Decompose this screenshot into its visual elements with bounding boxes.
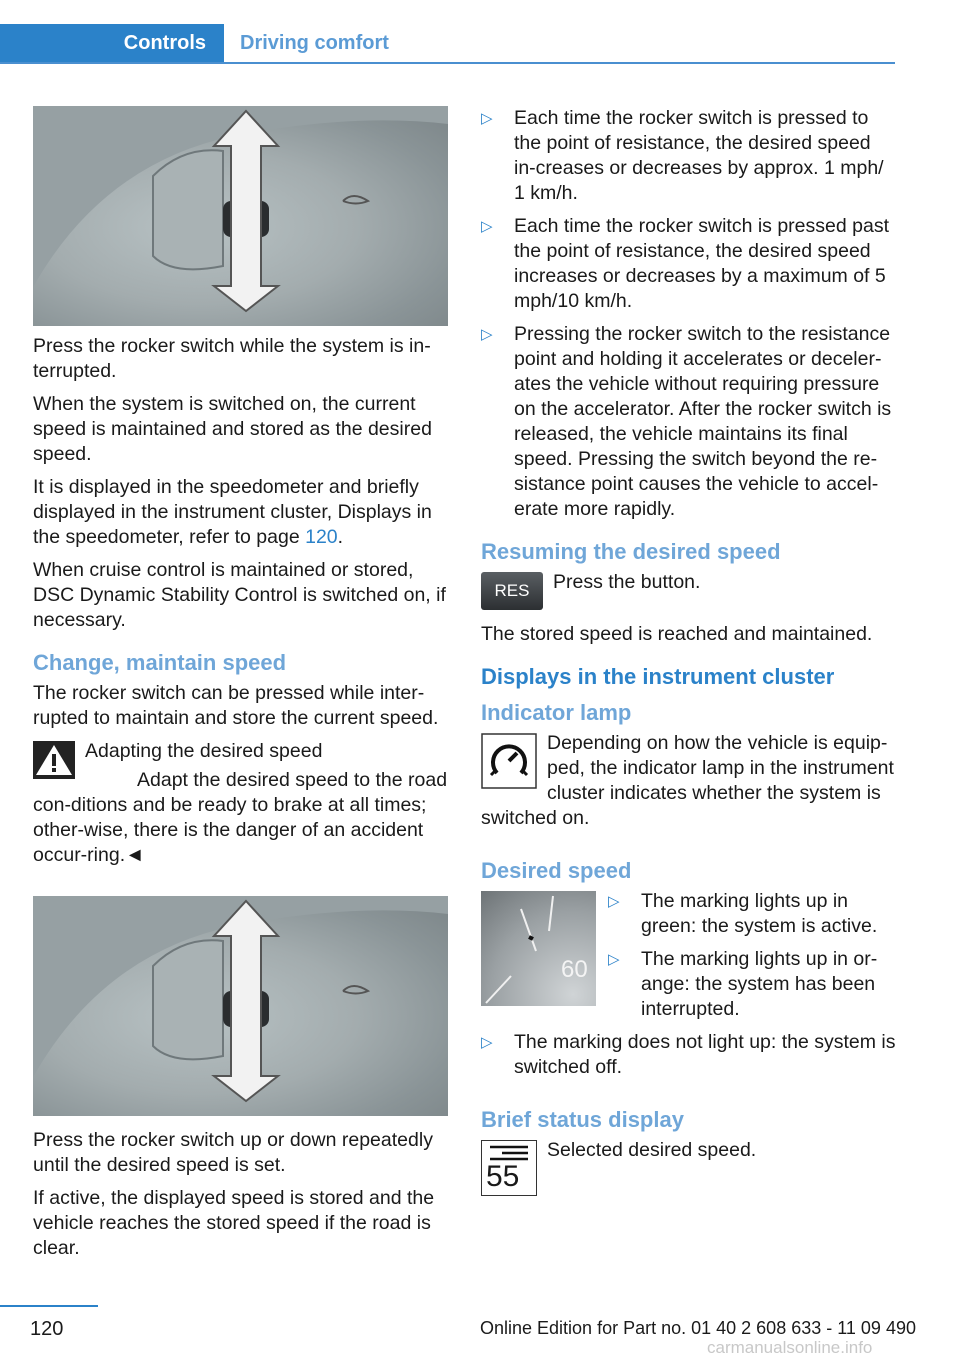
watermark: carmanualsonline.info — [707, 1338, 873, 1357]
section-heading: Displays in the instrument cluster — [481, 664, 835, 689]
paragraph: Press the rocker switch while the system is in-terrupted. — [33, 335, 431, 382]
left-column — [33, 106, 448, 1269]
warning-icon — [33, 741, 75, 779]
brief-status-row — [481, 1138, 896, 1200]
list-item: ▷ The marking lights up in green: the system is active. — [608, 890, 878, 937]
section-heading: Brief status display — [481, 1107, 684, 1132]
page-header — [0, 24, 895, 64]
paragraph: When the system is switched on, the current speed is maintained and stored as the desired speed. — [33, 393, 432, 465]
warning-text: Adapt the desired speed to the road con-ditions and be ready to brake at all times; other-wise, there is the danger of an accident occur-ring.◄ — [33, 769, 448, 866]
desired-speed-row — [481, 889, 896, 1030]
paragraph: Selected desired speed. — [547, 1139, 757, 1161]
paragraph: It is displayed in the speedometer and briefly displayed in the instrument cluster, Displays in the speedometer, refer to page 120. — [33, 476, 432, 548]
list-item: ▷ Pressing the rocker switch to the resistance point and holding it accelerates or deceler-ates the vehicle without requiring pressure on the accelerator. After the rocker switch is released, the vehicle maintains its final speed. Pressing the switch beyond the re-sistance point causes the vehicle to accel-erate more rapidly. — [481, 323, 892, 520]
res-button-row — [481, 570, 896, 614]
steering-wheel-rocker-image-2 — [33, 896, 448, 1116]
edition-text: Online Edition for Part no. 01 40 2 608 633 - 11 09 490 — [480, 1318, 916, 1338]
paragraph: The rocker switch can be pressed while inter-rupted to maintain and store the current speed. — [33, 682, 439, 729]
paragraph: Depending on how the vehicle is equip-ped, the indicator lamp in the instrument cluster indicates whether the system is switched on. — [481, 732, 894, 829]
list-item: ▷ The marking does not light up: the system is switched off. — [481, 1031, 896, 1078]
section-heading: Indicator lamp — [481, 700, 632, 725]
paragraph: The stored speed is reached and maintained. — [481, 623, 873, 645]
page-link[interactable]: 120 — [305, 526, 338, 548]
steering-wheel-rocker-image-1 — [33, 106, 448, 326]
right-column — [481, 106, 896, 1200]
section-heading: Change, maintain speed — [33, 650, 287, 675]
chapter-tab[interactable]: Driving comfort — [240, 32, 389, 54]
list-item: ▷ Each time the rocker switch is pressed past the point of resistance, the desired speed increases or decreases by a maximum of 5 mph/10 km/h. — [481, 215, 889, 312]
list-item: ▷ The marking lights up in or-ange: the system has been interrupted. — [608, 948, 878, 1020]
cruise-control-indicator-icon — [481, 733, 537, 789]
section-tab[interactable]: Controls — [0, 24, 224, 62]
res-button-icon: RES — [481, 572, 543, 610]
paragraph: Press the button. — [553, 571, 701, 593]
indicator-row — [481, 731, 896, 831]
speedometer-gauge-image — [481, 891, 596, 1006]
footer-rule — [0, 1305, 98, 1307]
page-number: 120 — [30, 1318, 64, 1340]
list-item: ▷ Each time the rocker switch is pressed to the point of resistance, the desired speed in-creases or decreases by approx. 1 mph/ 1 km/h. — [481, 107, 884, 204]
section-heading: Resuming the desired speed — [481, 539, 781, 564]
brief-status-speed-icon — [481, 1140, 537, 1196]
warning-note — [33, 739, 448, 868]
section-heading: Desired speed — [481, 858, 632, 883]
paragraph: When cruise control is maintained or stored, DSC Dynamic Stability Control is switched on, if necessary. — [33, 559, 446, 631]
paragraph: Press the rocker switch up or down repeatedly until the desired speed is set. — [33, 1129, 433, 1176]
brief-speed-number: 55 — [486, 1160, 520, 1193]
warning-title: Adapting the desired speed — [85, 740, 323, 762]
gauge-number: 60 — [561, 956, 588, 983]
paragraph: If active, the displayed speed is stored and the vehicle reaches the stored speed if the road is clear. — [33, 1187, 435, 1259]
